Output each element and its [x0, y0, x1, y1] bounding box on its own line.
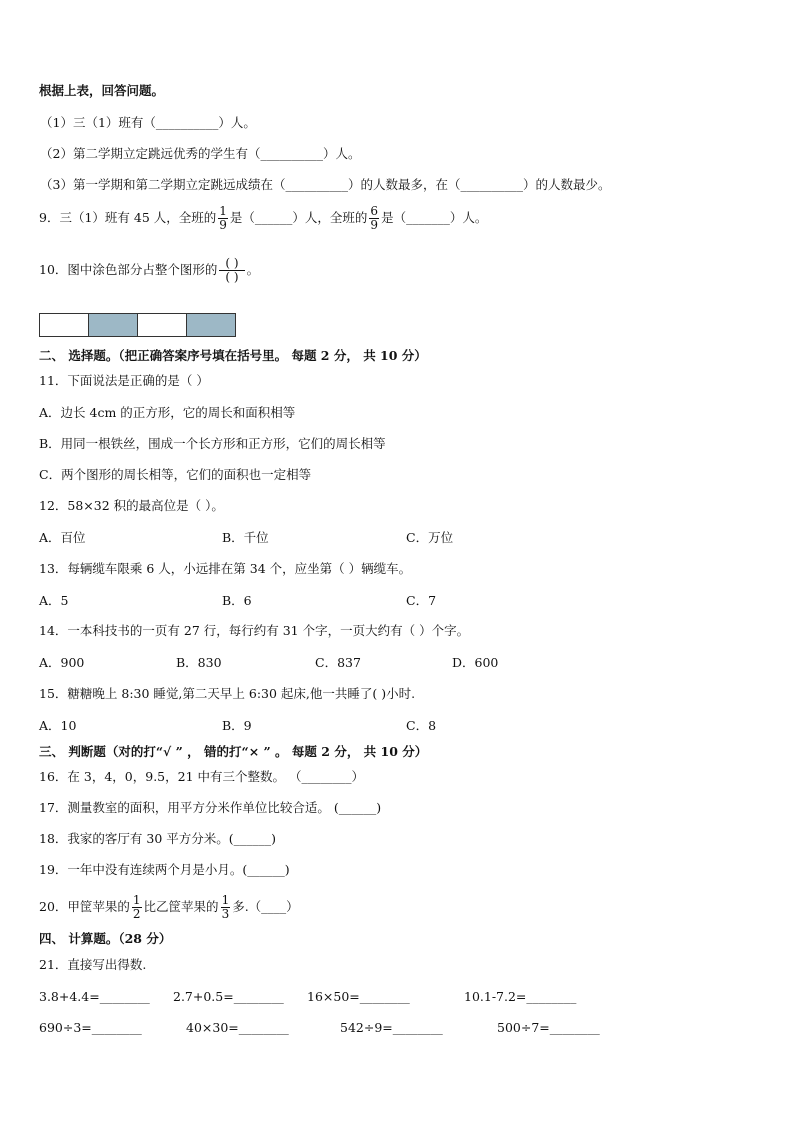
question-18: 18．我家的客厅有 30 平方分米。(______)	[39, 831, 277, 846]
q12-option-a: A．百位	[39, 530, 86, 545]
fraction-denominator-blank: ( )	[225, 270, 239, 284]
strip-cell-shaded	[187, 314, 235, 336]
q11-option-b: B．用同一根铁丝，围成一个长方形和正方形，它们的周长相等	[39, 436, 386, 451]
fraction-numerator-blank: ( )	[219, 257, 244, 271]
question-8-1: （1）三（1）班有（__________）人。	[40, 115, 256, 130]
fraction-1-3	[221, 894, 231, 921]
q13-option-b: B．6	[222, 593, 252, 608]
question-21: 21．直接写出得数.	[39, 957, 147, 972]
question-16: 16．在 3，4，0，9.5，21 中有三个整数。 （________）	[39, 769, 364, 784]
fraction-denominator: 3	[221, 907, 230, 921]
question-14: 14．一本科技书的一页有 27 行，每行约有 31 个字，一页大约有（ ）个字。	[39, 623, 470, 638]
strip-cell-white	[138, 314, 187, 336]
calc-item: 3.8+4.4=________	[39, 989, 150, 1004]
question-12: 12．58×32 积的最高位是（ ）。	[39, 498, 224, 513]
fraction-numerator: 1	[132, 893, 141, 907]
q20-text-3: 多.（____）	[232, 899, 299, 914]
section-2-heading: 二、 选择题。（把正确答案序号填在括号里。 每题 2 分， 共 10 分）	[39, 348, 427, 363]
q20-text-1: 20．甲筐苹果的	[39, 899, 130, 914]
q13-option-c: C．7	[406, 593, 437, 608]
question-17: 17．测量教室的面积，用平方分米作单位比较合适。 (______)	[39, 800, 382, 815]
q14-option-d: D．600	[452, 655, 499, 670]
fraction-numerator: 1	[219, 204, 227, 218]
calc-item: 500÷7=________	[497, 1020, 600, 1035]
question-19: 19．一年中没有连续两个月是小月。(______)	[39, 862, 290, 877]
fraction-1-9	[218, 205, 228, 232]
q14-option-a: A．900	[39, 655, 85, 670]
calc-item: 542÷9=________	[340, 1020, 443, 1035]
question-9	[39, 203, 487, 233]
fraction-denominator: 2	[132, 907, 141, 921]
question-8-2: （2）第二学期立定跳远优秀的学生有（__________）人。	[40, 146, 361, 161]
question-10	[39, 255, 259, 285]
fraction-1-2	[132, 894, 142, 921]
fraction-6-9	[369, 205, 379, 232]
q10-text: 10．图中涂色部分占整个图形的	[39, 262, 218, 277]
q9-text-1: 9．三（1）班有 45 人，全班的	[39, 210, 217, 225]
q13-option-a: A．5	[39, 593, 69, 608]
strip-cell-shaded	[89, 314, 138, 336]
question-15: 15．糖糖晚上 8:30 睡觉,第二天早上 6:30 起床,他一共睡了( )小时.	[39, 686, 416, 701]
intro-text: 根据上表，回答问题。	[39, 83, 165, 98]
fraction-numerator: 1	[221, 893, 230, 907]
fraction-numerator: 6	[370, 204, 379, 218]
q12-option-c: C．万位	[406, 530, 454, 545]
q15-option-b: B．9	[222, 718, 252, 733]
question-11: 11．下面说法是正确的是（ ）	[39, 373, 209, 388]
fraction-denominator: 9	[219, 218, 227, 232]
q11-option-a: A．边长 4cm 的正方形，它的周长和面积相等	[39, 405, 296, 420]
q10-end: 。	[246, 262, 260, 277]
question-8-3: （3）第一学期和第二学期立定跳远成绩在（__________）的人数最多，在（__________）的人数最少。	[40, 177, 611, 192]
q20-text-2: 比乙筐苹果的	[143, 899, 219, 914]
calc-item: 690÷3=________	[39, 1020, 142, 1035]
q9-text-2: 是（______）人，全班的	[229, 210, 368, 225]
fraction-denominator: 9	[370, 218, 379, 232]
calc-item: 16×50=________	[307, 989, 410, 1004]
q11-option-c: C．两个图形的周长相等，它们的面积也一定相等	[39, 467, 312, 482]
question-20	[39, 892, 299, 922]
q14-option-c: C．837	[315, 655, 361, 670]
answer-fraction-blank	[219, 257, 244, 284]
section-4-heading: 四、 计算题。（28 分）	[39, 931, 172, 946]
q14-option-b: B．830	[176, 655, 222, 670]
q15-option-c: C．8	[406, 718, 437, 733]
section-3-heading: 三、 判断题（对的打“√ ” ， 错的打“× ” 。 每题 2 分， 共 10 分）	[39, 744, 428, 759]
calc-item: 2.7+0.5=________	[173, 989, 284, 1004]
q9-text-3: 是（_______）人。	[381, 210, 488, 225]
question-13: 13．每辆缆车限乘 6 人，小远排在第 34 个，应坐第（ ）辆缆车。	[39, 561, 412, 576]
calc-item: 10.1-7.2=________	[464, 989, 577, 1004]
shaded-strip-figure	[39, 313, 236, 337]
strip-cell-white	[40, 314, 89, 336]
calc-item: 40×30=________	[186, 1020, 289, 1035]
q15-option-a: A．10	[39, 718, 77, 733]
q12-option-b: B．千位	[222, 530, 269, 545]
